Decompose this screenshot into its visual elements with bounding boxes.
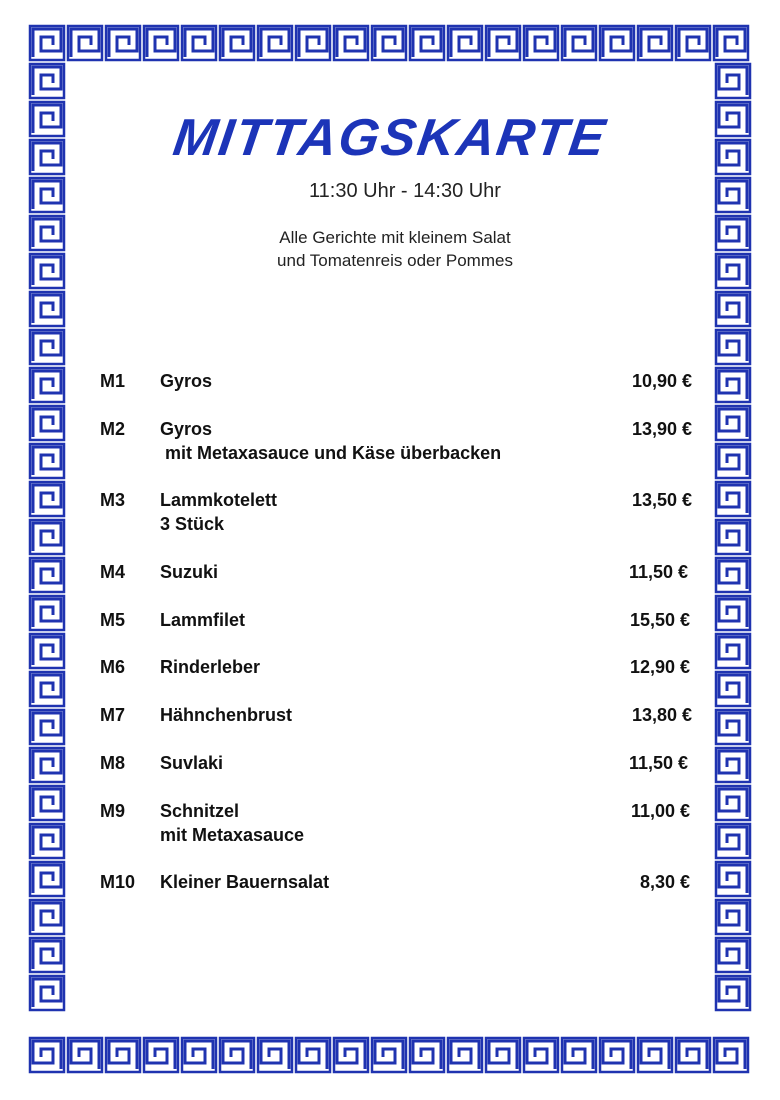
item-code: M6 xyxy=(100,657,126,677)
item-name: Schnitzel xyxy=(160,801,240,821)
item-name: Lammkotelett xyxy=(160,490,278,510)
item-name: Suzuki xyxy=(160,562,219,582)
item-price: 10,90 € xyxy=(631,371,692,391)
item-code: M5 xyxy=(100,610,126,630)
item-code: M10 xyxy=(100,872,136,892)
item-code: M9 xyxy=(100,801,126,821)
item-price: 11,50 € xyxy=(628,753,688,773)
opening-hours: 11:30 Uhr - 14:30 Uhr xyxy=(309,180,501,202)
item-price: 12,90 € xyxy=(629,657,690,677)
item-description: 3 Stück xyxy=(160,514,225,534)
item-code: M1 xyxy=(100,371,126,391)
menu-title: MITTAGSKARTE xyxy=(169,109,611,167)
item-name: Kleiner Bauernsalat xyxy=(160,872,330,892)
item-name: Gyros xyxy=(160,371,213,391)
item-code: M2 xyxy=(100,419,126,439)
item-price: 11,50 € xyxy=(628,562,688,582)
item-description: mit Metaxasauce und Käse überbacken xyxy=(165,443,502,463)
item-price: 13,80 € xyxy=(631,705,692,725)
menu-note-line-2: und Tomatenreis oder Pommes xyxy=(277,251,513,270)
item-price: 8,30 € xyxy=(639,872,690,892)
item-code: M4 xyxy=(100,562,126,582)
item-price: 13,50 € xyxy=(631,490,692,510)
item-name: Suvlaki xyxy=(160,753,224,773)
item-name: Lammfilet xyxy=(160,610,246,630)
item-price: 13,90 € xyxy=(631,419,692,439)
item-price: 11,00 € xyxy=(630,801,690,821)
item-name: Gyros xyxy=(160,419,213,439)
item-description: mit Metaxasauce xyxy=(160,825,305,845)
menu-note-line-1: Alle Gerichte mit kleinem Salat xyxy=(279,228,511,247)
item-name: Hähnchenbrust xyxy=(160,705,293,725)
item-code: M7 xyxy=(100,705,126,725)
item-code: M3 xyxy=(100,490,126,510)
item-name: Rinderleber xyxy=(160,657,261,677)
item-code: M8 xyxy=(100,753,126,773)
item-price: 15,50 € xyxy=(629,610,690,630)
